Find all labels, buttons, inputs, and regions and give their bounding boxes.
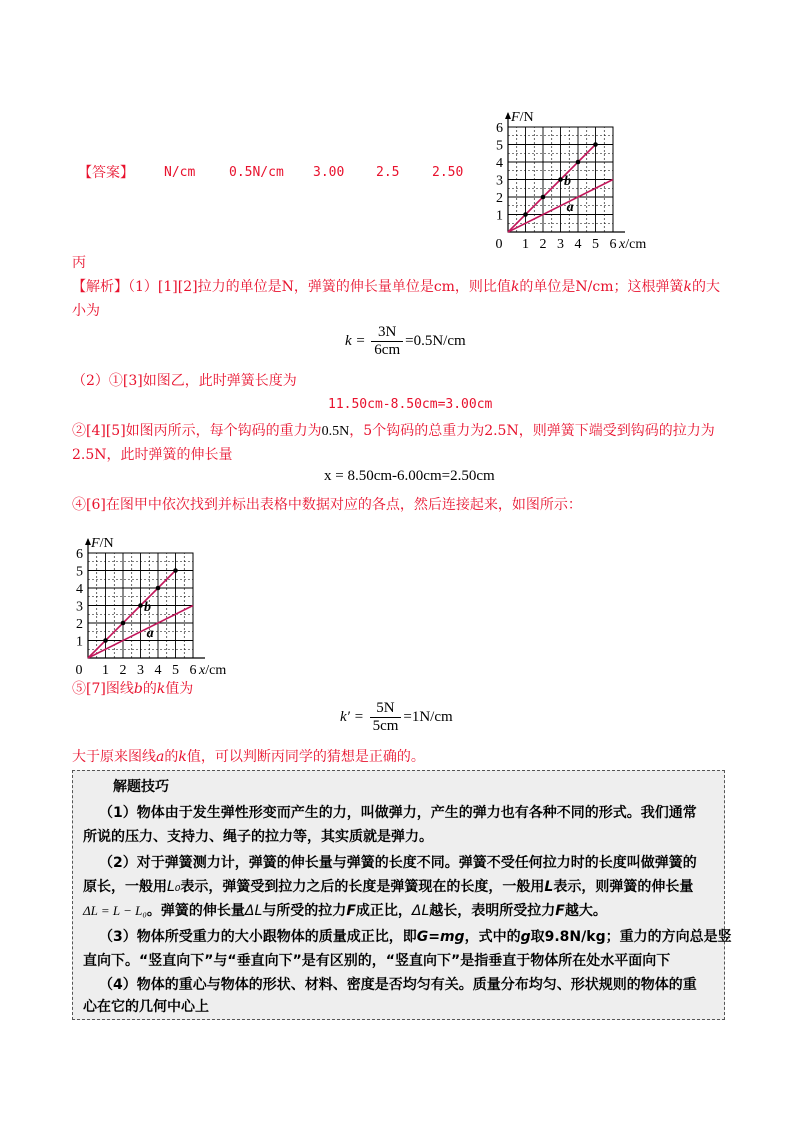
y-axis-label: F/N xyxy=(511,110,534,125)
analysis-p2: （2）①[3]如图乙，此时弹簧长度为 xyxy=(72,373,297,389)
x-tick-label: 1 xyxy=(522,237,529,250)
analysis-p3-b: ，5个钩码的总重力为2.5N，则弹簧下端受到钩码的拉力为 xyxy=(349,423,715,439)
formula-k-lhs: k = xyxy=(345,332,366,349)
answer-item-2: 0.5N/cm xyxy=(229,165,284,180)
analysis-p5-k: k xyxy=(156,681,166,697)
tips-2-3c: 成正比， xyxy=(355,903,412,919)
y-tick-label: 3 xyxy=(76,599,83,615)
data-point xyxy=(173,568,178,573)
tips-2-c: 表示，则弹簧的伸长量 xyxy=(553,879,694,895)
answer-choice: 丙 xyxy=(72,255,86,271)
data-point xyxy=(576,160,581,165)
tips-2-L0: L₀ xyxy=(167,879,181,895)
y-tick-label: 3 xyxy=(496,173,503,189)
tips-3-line2: 直向下。“竖直向下”与“垂直向下”是有区别的，“竖直向下”是指垂直于物体所在处水平面向下 xyxy=(83,953,671,969)
formula-kp-frac xyxy=(370,700,402,735)
x-tick-label: 5 xyxy=(592,237,599,250)
line-b-label: b xyxy=(144,599,151,615)
tips-2-b: 表示，弹簧受到拉力之后的长度是弹簧现在的长度，一般用 xyxy=(180,879,545,895)
analysis-p5 xyxy=(72,678,193,700)
y-tick-label: 2 xyxy=(496,191,503,206)
line-b-label: b xyxy=(564,173,571,189)
analysis-p1-end: 的大 xyxy=(692,279,720,295)
y-tick-label: 5 xyxy=(496,138,503,154)
tips-2-a: 原长，一般用 xyxy=(83,879,167,895)
answer-item-1: N/cm xyxy=(164,165,196,180)
tips-2-line1: （2）对于弹簧测力计，弹簧的伸长量与弹簧的长度不同。弹簧不受任何拉力时的长度叫做弹簧的 xyxy=(99,855,697,871)
x-tick-label: 1 xyxy=(102,663,109,676)
formula-k-frac xyxy=(371,324,403,359)
tips-2-3b: 与所受的拉力 xyxy=(262,903,347,919)
y-tick-label: 5 xyxy=(76,564,83,580)
data-point xyxy=(103,638,108,643)
formula-k-num: 3N xyxy=(371,324,403,342)
analysis-p1-k2: k xyxy=(683,279,692,295)
y-axis-label: F/N xyxy=(91,536,114,551)
data-point xyxy=(558,177,563,182)
x-tick-label: 2 xyxy=(119,663,127,676)
data-point xyxy=(156,586,161,591)
answer-item-5: 2.50 xyxy=(432,165,464,180)
x-tick-label: 3 xyxy=(137,663,144,676)
data-point xyxy=(523,212,528,217)
x-axis-label: x/cm xyxy=(619,237,647,250)
x-tick-label: 6 xyxy=(189,663,197,676)
y-tick-label: 4 xyxy=(496,156,503,171)
data-point xyxy=(541,195,546,200)
y-tick-label: 6 xyxy=(76,547,83,562)
analysis-p5-d: 值为 xyxy=(165,681,194,697)
formula-length: 11.50cm-8.50cm=3.00cm xyxy=(328,397,493,412)
x-axis-label: x/cm xyxy=(199,663,227,676)
tips-3-line1 xyxy=(99,927,732,947)
x-tick-label: 5 xyxy=(172,663,179,676)
tips-2-dL2: ΔL xyxy=(411,903,430,919)
data-point xyxy=(138,603,143,608)
analysis-p1-line2: 小为 xyxy=(72,303,100,319)
y-tick-label: 1 xyxy=(76,634,83,650)
x-tick-label: 3 xyxy=(557,237,564,250)
analysis-p3-a: ②[4][5]如图丙所示，每个钩码的重力为 xyxy=(72,423,322,439)
tips-2-formula: ΔL = L − L₀ xyxy=(83,903,147,918)
formula-kp-den: 5cm xyxy=(372,718,399,734)
analysis-p1-tail: 的单位是N/cm；这根弹簧 xyxy=(519,279,684,295)
tips-3-c: 取9.8N/kg；重力的方向总是竖 xyxy=(530,929,732,945)
formula-kp-lhs: k′ = xyxy=(340,708,364,725)
analysis-p1-text: （1）[1][2]拉力的单位是N，弹簧的伸长量单位是cm，则比值 xyxy=(128,279,511,295)
tips-4-line1: （4）物体的重心与物体的形状、材料、密度是否均匀有关。质量分布均匀、形状规则的物体的重 xyxy=(99,977,697,993)
tips-1-line2: 所说的压力、支持力、绳子的拉力等，其实质就是弹力。 xyxy=(83,829,433,845)
x-tick-label: 4 xyxy=(574,237,582,250)
formula-kp-rhs: =1N/cm xyxy=(403,708,453,725)
tips-box xyxy=(72,770,732,1020)
answer-item-3: 3.00 xyxy=(313,165,345,180)
tips-2-F: F xyxy=(346,903,356,919)
tips-4-line2: 心在它的几何中心上 xyxy=(83,999,209,1015)
analysis-p6-k: k xyxy=(178,749,187,765)
y-tick-label: 1 xyxy=(496,208,503,224)
analysis-p3-val: 0.5N xyxy=(321,424,350,439)
tips-2-line3 xyxy=(83,901,607,921)
x-tick-label: 4 xyxy=(154,663,162,676)
data-point xyxy=(121,621,126,626)
answer-tag: 【答案】 xyxy=(78,165,134,181)
tips-2-L: L xyxy=(544,879,554,895)
analysis-p1-k: k xyxy=(510,279,520,295)
analysis-p6-a: 大于原来图线 xyxy=(72,749,156,765)
y-tick-label: 2 xyxy=(76,617,83,632)
answer-item-4: 2.5 xyxy=(376,165,400,180)
graph-bottom xyxy=(68,516,243,676)
tips-3-b: ，式中的 xyxy=(464,929,521,945)
analysis-tag: 【解析】 xyxy=(72,279,128,295)
formula-x: x = 8.50cm-6.00cm=2.50cm xyxy=(324,468,495,484)
tips-1-line1: （1）物体由于发生弹性形变而产生的力，叫做弹力，产生的弹力也有各种不同的形式。我们通常 xyxy=(99,805,697,821)
y-tick-label: 6 xyxy=(496,121,503,136)
formula-kp-num: 5N xyxy=(370,700,402,718)
tips-title: 解题技巧 xyxy=(113,779,169,795)
analysis-p5-c: 的 xyxy=(142,681,157,697)
analysis-p4: ④[6]在图甲中依次找到并标出表格中数据对应的各点，然后连接起来，如图所示： xyxy=(72,497,582,513)
line-a-label: a xyxy=(566,200,574,215)
tips-2-3e: 越大。 xyxy=(564,903,607,919)
graph-top xyxy=(488,90,663,250)
tips-2-3a: 。弹簧的伸长量 xyxy=(146,903,245,919)
line-a-label: a xyxy=(146,626,154,641)
formula-k-prime xyxy=(340,700,453,735)
formula-k-den: 6cm xyxy=(374,342,401,358)
analysis-p5-b: b xyxy=(133,681,143,697)
analysis-p6 xyxy=(72,746,425,768)
x-tick-label: 2 xyxy=(539,237,547,250)
analysis-p6-b: a xyxy=(156,749,165,765)
analysis-p6-c: 的 xyxy=(164,749,179,765)
tips-3-Gmg: G=mg xyxy=(416,929,465,945)
data-point xyxy=(593,142,598,147)
tips-2-dL: ΔL xyxy=(244,903,263,919)
x-tick-label: 6 xyxy=(609,237,617,250)
x-tick-label: 0 xyxy=(495,237,503,250)
tips-3-a: （3）物体所受重力的大小跟物体的质量成正比，即 xyxy=(99,929,417,945)
tips-2-line2 xyxy=(83,877,693,897)
x-tick-label: 0 xyxy=(75,663,83,676)
analysis-p3-line1 xyxy=(72,420,715,443)
answer-row xyxy=(78,162,134,184)
formula-k-rhs: =0.5N/cm xyxy=(405,332,466,349)
tips-3-g: g xyxy=(520,929,531,945)
tips-2-3d: 越长，表明所受拉力 xyxy=(429,903,556,919)
formula-k xyxy=(345,324,466,359)
y-tick-label: 4 xyxy=(76,582,83,597)
analysis-p1-line1 xyxy=(72,276,720,298)
tips-2-F2: F xyxy=(555,903,565,919)
analysis-p6-d: 值，可以判断丙同学的猜想是正确的。 xyxy=(186,749,425,765)
analysis-p3-line2: 2.5N，此时弹簧的伸长量 xyxy=(72,447,233,463)
analysis-p5-a: ⑤[7]图线 xyxy=(72,681,134,697)
